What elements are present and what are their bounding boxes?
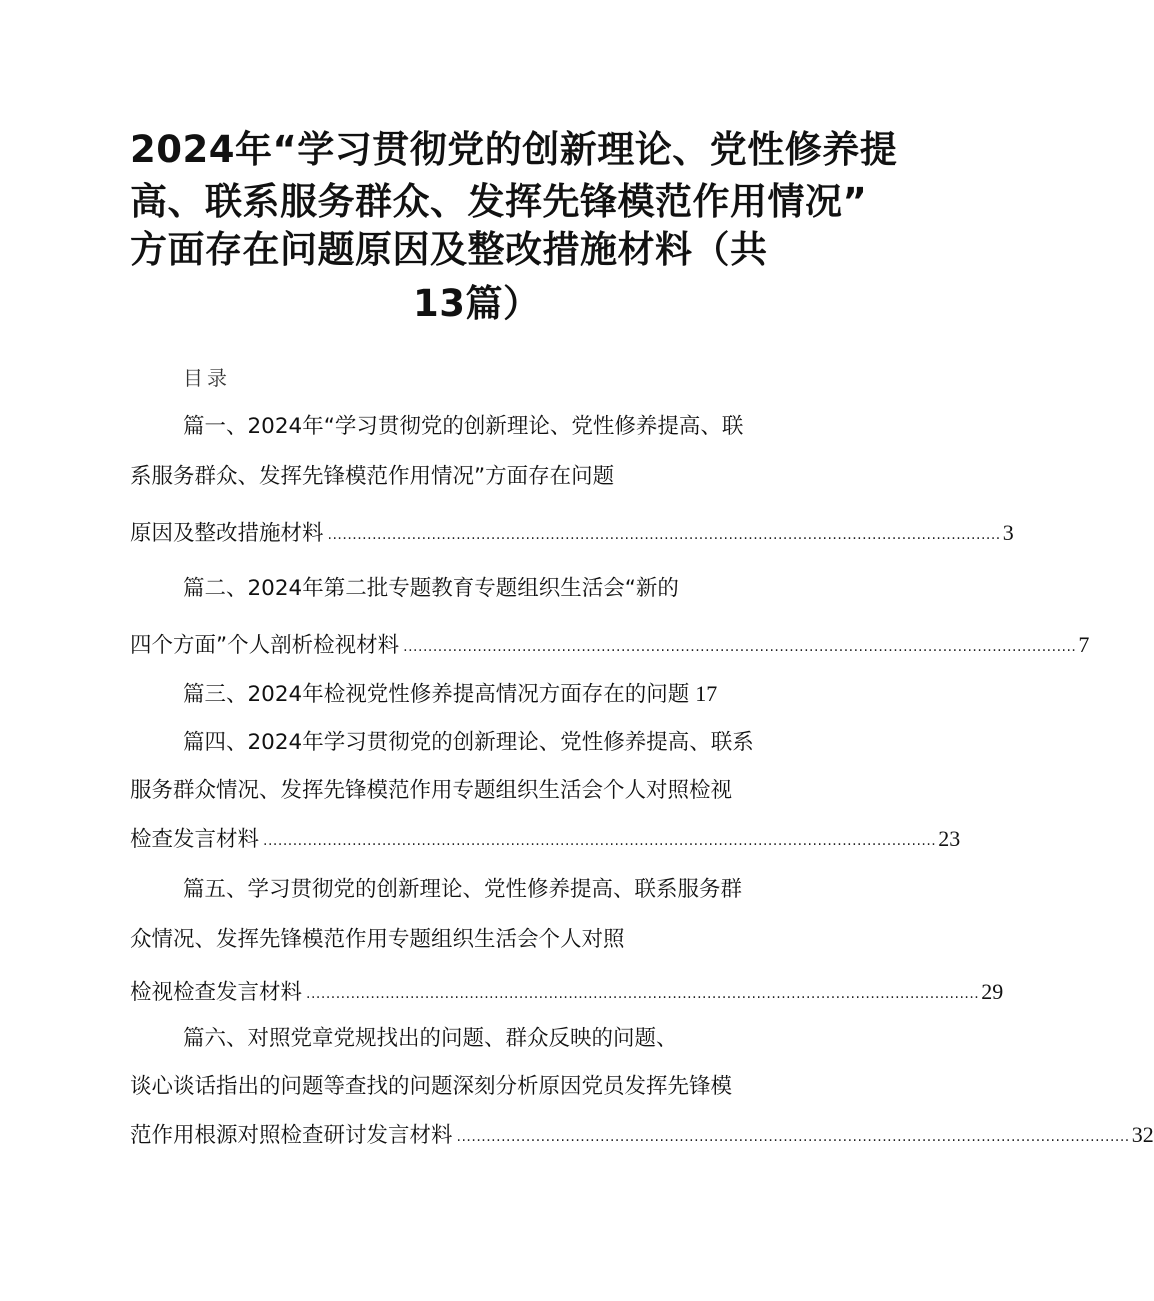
- toc-entry-text: 检视检查发言材料: [130, 980, 303, 1005]
- toc-entry-text: 篇一、2024年“学习贯彻党的创新理论、党性修养提高、联: [183, 414, 744, 439]
- toc-page-number: 29: [981, 979, 1004, 1004]
- toc-entry-5-line-1: [183, 873, 742, 907]
- toc-entry-text: 篇四、2024年学习贯彻党的创新理论、党性修养提高、联系: [183, 730, 754, 755]
- dot-leader: ........................................................................................................................................: [306, 986, 980, 1002]
- toc-entry-text: 篇三、2024年检视党性修养提高情况方面存在的问题: [183, 682, 690, 707]
- dot-leader: ........................................................................................................................................: [327, 527, 1001, 543]
- toc-page-number: 3: [1002, 520, 1014, 545]
- toc-entry-2-line-1: [183, 572, 679, 606]
- toc-entry-4-line-1: [183, 726, 754, 760]
- toc-entry-text: 篇六、对照党章党规找出的问题、群众反映的问题、: [183, 1026, 678, 1051]
- document-title-line-4: 13篇）: [413, 282, 541, 325]
- toc-entry-text: 众情况、发挥先锋模范作用专题组织生活会个人对照: [130, 927, 625, 952]
- dot-leader: ........................................................................................................................................: [403, 639, 1077, 655]
- toc-entry-5-line-2: [130, 923, 625, 957]
- toc-entry-6-line-1: [183, 1022, 678, 1056]
- toc-page-number: 23: [938, 826, 961, 851]
- toc-entry-1-last-line[interactable]: [130, 516, 1014, 550]
- toc-entry-text: 服务群众情况、发挥先锋模范作用专题组织生活会个人对照检视: [130, 778, 733, 803]
- toc-entry-1-line-2: [130, 460, 614, 494]
- toc-entry-text: 范作用根源对照检查研讨发言材料: [130, 1123, 453, 1148]
- toc-entry-text: 系服务群众、发挥先锋模范作用情况”方面存在问题: [130, 464, 615, 489]
- document-title-line-2: 高、联系服务群众、发挥先锋模范作用情况”: [130, 180, 868, 223]
- toc-entry-4-last-line[interactable]: [130, 822, 961, 856]
- toc-entry-text: 检查发言材料: [130, 827, 260, 852]
- toc-page-number: 7: [1078, 632, 1090, 657]
- toc-entry-6-last-line[interactable]: [130, 1118, 1154, 1152]
- toc-entry-text: 四个方面”个人剖析检视材料: [130, 633, 400, 658]
- toc-page-number: 17: [695, 681, 718, 706]
- document-title-line-3: 方面存在问题原因及整改措施材料（共: [130, 228, 768, 271]
- toc-page-number: 32: [1131, 1122, 1154, 1147]
- document-title-line-1: 2024年“学习贯彻党的创新理论、党性修养提: [130, 128, 898, 171]
- toc-entry-text: 谈心谈话指出的问题等查找的问题深刻分析原因党员发挥先锋模: [130, 1074, 733, 1099]
- dot-leader: ........................................................................................................................................: [456, 1129, 1130, 1145]
- toc-heading: 目录: [183, 366, 231, 390]
- toc-entry-1-line-1: [183, 410, 743, 444]
- toc-entry-4-line-2: [130, 774, 732, 808]
- toc-entry-3-line[interactable]: [183, 677, 717, 711]
- toc-entry-text: 篇二、2024年第二批专题教育专题组织生活会“新的: [183, 576, 679, 601]
- toc-entry-5-last-line[interactable]: [130, 975, 1004, 1009]
- dot-leader: ........................................................................................................................................: [263, 833, 937, 849]
- toc-entry-6-line-2: [130, 1070, 732, 1104]
- toc-entry-text: 篇五、学习贯彻党的创新理论、党性修养提高、联系服务群: [183, 877, 743, 902]
- toc-entry-text: 原因及整改措施材料: [130, 521, 324, 546]
- toc-entry-2-last-line[interactable]: [130, 628, 1090, 662]
